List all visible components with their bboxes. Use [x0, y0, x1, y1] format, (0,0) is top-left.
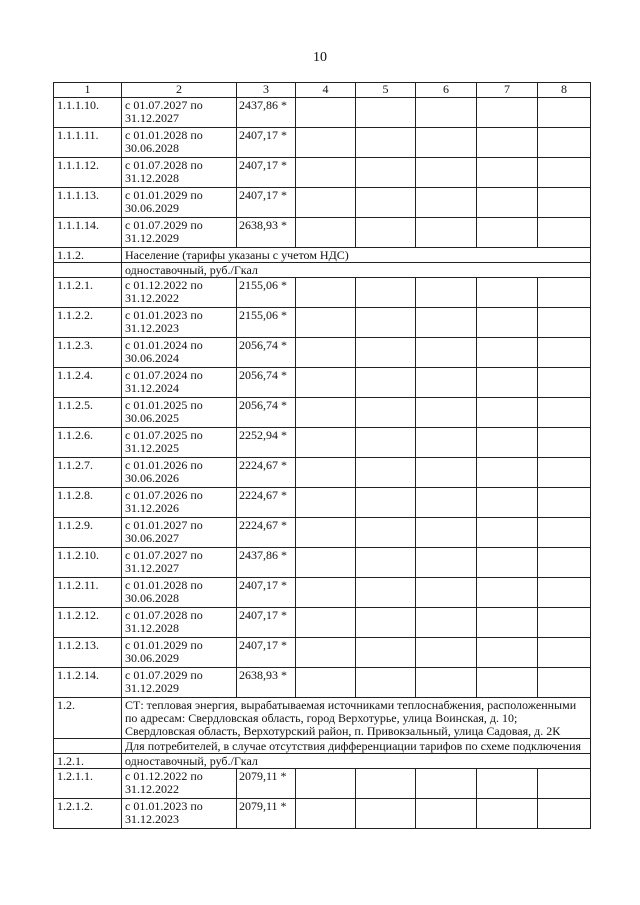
empty-cell	[538, 338, 591, 368]
period-cell: с 01.01.2024 по 30.06.2024	[122, 338, 237, 368]
period-cell: с 01.01.2027 по 30.06.2027	[122, 518, 237, 548]
table-row	[54, 398, 591, 428]
empty-cell	[356, 98, 416, 128]
header-cell: 2	[122, 83, 237, 98]
row-number-cell	[54, 739, 122, 754]
row-number-cell: 1.1.2.10.	[54, 548, 122, 578]
empty-cell	[296, 218, 356, 248]
row-number-cell: 1.2.1.2.	[54, 799, 122, 829]
empty-cell	[477, 608, 538, 638]
table-header-row	[54, 83, 591, 98]
table-row	[54, 548, 591, 578]
header-cell: 4	[296, 83, 356, 98]
table-row	[54, 739, 591, 754]
empty-cell	[356, 398, 416, 428]
empty-cell	[416, 308, 477, 338]
period-cell: с 01.07.2029 по 31.12.2029	[122, 218, 237, 248]
empty-cell	[296, 769, 356, 799]
empty-cell	[296, 608, 356, 638]
empty-cell	[296, 98, 356, 128]
row-number-cell: 1.2.1.1.	[54, 769, 122, 799]
period-cell: с 01.07.2027 по 31.12.2027	[122, 98, 237, 128]
empty-cell	[416, 458, 477, 488]
empty-cell	[416, 518, 477, 548]
row-number-cell: 1.1.1.10.	[54, 98, 122, 128]
empty-cell	[416, 98, 477, 128]
tariff-value-cell: 2407,17 *	[237, 128, 296, 158]
period-cell: с 01.07.2025 по 31.12.2025	[122, 428, 237, 458]
empty-cell	[356, 428, 416, 458]
empty-cell	[538, 98, 591, 128]
empty-cell	[296, 338, 356, 368]
empty-cell	[538, 799, 591, 829]
row-number-cell	[54, 263, 122, 278]
row-number-cell: 1.1.2.13.	[54, 638, 122, 668]
tariff-value-cell: 2079,11 *	[237, 769, 296, 799]
empty-cell	[538, 608, 591, 638]
period-cell: с 01.07.2027 по 31.12.2027	[122, 548, 237, 578]
empty-cell	[356, 799, 416, 829]
table-row	[54, 578, 591, 608]
empty-cell	[356, 488, 416, 518]
empty-cell	[538, 428, 591, 458]
tariff-value-cell: 2407,17 *	[237, 158, 296, 188]
tariff-value-cell: 2252,94 *	[237, 428, 296, 458]
empty-cell	[477, 98, 538, 128]
empty-cell	[416, 799, 477, 829]
row-number-cell: 1.1.1.14.	[54, 218, 122, 248]
empty-cell	[296, 518, 356, 548]
empty-cell	[356, 188, 416, 218]
empty-cell	[538, 218, 591, 248]
empty-cell	[416, 578, 477, 608]
row-number-cell: 1.2.	[54, 698, 122, 739]
empty-cell	[296, 428, 356, 458]
empty-cell	[477, 769, 538, 799]
table-row	[54, 188, 591, 218]
empty-cell	[538, 398, 591, 428]
empty-cell	[356, 158, 416, 188]
empty-cell	[477, 188, 538, 218]
empty-cell	[356, 518, 416, 548]
tariff-value-cell: 2155,06 *	[237, 308, 296, 338]
empty-cell	[296, 458, 356, 488]
empty-cell	[416, 668, 477, 698]
table-row	[54, 799, 591, 829]
row-number-cell: 1.1.2.12.	[54, 608, 122, 638]
row-number-cell: 1.1.2.9.	[54, 518, 122, 548]
tariff-value-cell: 2407,17 *	[237, 608, 296, 638]
empty-cell	[356, 368, 416, 398]
tariff-value-cell: 2224,67 *	[237, 458, 296, 488]
table-row	[54, 278, 591, 308]
table-row	[54, 769, 591, 799]
table-body	[54, 83, 591, 829]
empty-cell	[356, 308, 416, 338]
header-cell: 6	[416, 83, 477, 98]
row-number-cell: 1.1.1.12.	[54, 158, 122, 188]
tariff-value-cell: 2437,86 *	[237, 548, 296, 578]
row-number-cell: 1.1.1.13.	[54, 188, 122, 218]
row-number-cell: 1.1.2.1.	[54, 278, 122, 308]
empty-cell	[416, 128, 477, 158]
empty-cell	[296, 128, 356, 158]
table-row	[54, 128, 591, 158]
empty-cell	[477, 548, 538, 578]
empty-cell	[477, 458, 538, 488]
empty-cell	[477, 799, 538, 829]
empty-cell	[416, 338, 477, 368]
empty-cell	[356, 458, 416, 488]
header-cell: 8	[538, 83, 591, 98]
empty-cell	[356, 578, 416, 608]
tariff-value-cell: 2056,74 *	[237, 338, 296, 368]
table-row	[54, 263, 591, 278]
section-title-cell: Для потребителей, в случае отсутствия дифференциации тарифов по схеме подключения	[122, 739, 591, 754]
empty-cell	[356, 769, 416, 799]
section-title-cell: СТ: тепловая энергия, вырабатываемая источниками теплоснабжения, расположенными по адресам: Свердловская область, город Верхотурье, улица Воинская, д. 10; Свердловская область, Верхотурский район, п. Привокзальный, улица Садовая, д. 2К	[122, 698, 591, 739]
empty-cell	[477, 428, 538, 458]
header-cell: 1	[54, 83, 122, 98]
tariff-value-cell: 2638,93 *	[237, 218, 296, 248]
header-cell: 5	[356, 83, 416, 98]
tariff-value-cell: 2407,17 *	[237, 578, 296, 608]
empty-cell	[296, 278, 356, 308]
empty-cell	[416, 638, 477, 668]
table-row	[54, 518, 591, 548]
table-row	[54, 368, 591, 398]
empty-cell	[538, 128, 591, 158]
row-number-cell: 1.1.2.11.	[54, 578, 122, 608]
empty-cell	[538, 188, 591, 218]
empty-cell	[477, 128, 538, 158]
empty-cell	[538, 769, 591, 799]
row-number-cell: 1.1.1.11.	[54, 128, 122, 158]
empty-cell	[477, 638, 538, 668]
period-cell: с 01.07.2024 по 31.12.2024	[122, 368, 237, 398]
empty-cell	[356, 668, 416, 698]
empty-cell	[477, 398, 538, 428]
empty-cell	[477, 278, 538, 308]
table-row	[54, 698, 591, 739]
empty-cell	[356, 278, 416, 308]
table-row	[54, 158, 591, 188]
empty-cell	[477, 308, 538, 338]
period-cell: с 01.07.2028 по 31.12.2028	[122, 608, 237, 638]
table-row	[54, 668, 591, 698]
period-cell: с 01.07.2028 по 31.12.2028	[122, 158, 237, 188]
empty-cell	[538, 638, 591, 668]
empty-cell	[538, 368, 591, 398]
empty-cell	[477, 218, 538, 248]
empty-cell	[296, 548, 356, 578]
empty-cell	[296, 638, 356, 668]
period-cell: с 01.12.2022 по 31.12.2022	[122, 769, 237, 799]
row-number-cell: 1.1.2.4.	[54, 368, 122, 398]
empty-cell	[416, 548, 477, 578]
period-cell: с 01.01.2023 по 31.12.2023	[122, 799, 237, 829]
empty-cell	[296, 578, 356, 608]
empty-cell	[538, 518, 591, 548]
section-title-cell: одноставочный, руб./Гкал	[122, 263, 591, 278]
empty-cell	[538, 578, 591, 608]
empty-cell	[356, 128, 416, 158]
empty-cell	[538, 488, 591, 518]
period-cell: с 01.07.2029 по 31.12.2029	[122, 668, 237, 698]
empty-cell	[296, 668, 356, 698]
row-number-cell: 1.1.2.5.	[54, 398, 122, 428]
empty-cell	[477, 488, 538, 518]
tariff-value-cell: 2638,93 *	[237, 668, 296, 698]
table-row	[54, 458, 591, 488]
empty-cell	[538, 308, 591, 338]
tariff-value-cell: 2437,86 *	[237, 98, 296, 128]
row-number-cell: 1.2.1.	[54, 754, 122, 769]
period-cell: с 01.01.2028 по 30.06.2028	[122, 578, 237, 608]
tariff-value-cell: 2056,74 *	[237, 368, 296, 398]
empty-cell	[538, 458, 591, 488]
page-number: 10	[313, 50, 327, 65]
tariff-table	[53, 82, 591, 829]
header-cell: 7	[477, 83, 538, 98]
tariff-value-cell: 2079,11 *	[237, 799, 296, 829]
empty-cell	[416, 398, 477, 428]
tariff-value-cell: 2407,17 *	[237, 638, 296, 668]
empty-cell	[538, 158, 591, 188]
empty-cell	[416, 218, 477, 248]
row-number-cell: 1.1.2.3.	[54, 338, 122, 368]
table-row	[54, 308, 591, 338]
empty-cell	[296, 308, 356, 338]
empty-cell	[538, 278, 591, 308]
empty-cell	[416, 488, 477, 518]
period-cell: с 01.01.2029 по 30.06.2029	[122, 188, 237, 218]
period-cell: с 01.01.2023 по 31.12.2023	[122, 308, 237, 338]
table-row	[54, 608, 591, 638]
empty-cell	[416, 608, 477, 638]
row-number-cell: 1.1.2.	[54, 248, 122, 263]
empty-cell	[356, 548, 416, 578]
period-cell: с 01.07.2026 по 31.12.2026	[122, 488, 237, 518]
period-cell: с 01.01.2025 по 30.06.2025	[122, 398, 237, 428]
empty-cell	[296, 488, 356, 518]
period-cell: с 01.01.2029 по 30.06.2029	[122, 638, 237, 668]
empty-cell	[416, 188, 477, 218]
empty-cell	[416, 158, 477, 188]
row-number-cell: 1.1.2.14.	[54, 668, 122, 698]
table-row	[54, 638, 591, 668]
table-row	[54, 338, 591, 368]
table-row	[54, 754, 591, 769]
tariff-value-cell: 2224,67 *	[237, 488, 296, 518]
empty-cell	[296, 799, 356, 829]
empty-cell	[477, 518, 538, 548]
empty-cell	[416, 278, 477, 308]
row-number-cell: 1.1.2.7.	[54, 458, 122, 488]
empty-cell	[416, 769, 477, 799]
empty-cell	[296, 368, 356, 398]
empty-cell	[356, 638, 416, 668]
row-number-cell: 1.1.2.2.	[54, 308, 122, 338]
empty-cell	[416, 428, 477, 458]
row-number-cell: 1.1.2.6.	[54, 428, 122, 458]
header-cell: 3	[237, 83, 296, 98]
table-row	[54, 488, 591, 518]
empty-cell	[477, 338, 538, 368]
table-row	[54, 98, 591, 128]
empty-cell	[296, 188, 356, 218]
empty-cell	[356, 608, 416, 638]
tariff-value-cell: 2407,17 *	[237, 188, 296, 218]
empty-cell	[538, 548, 591, 578]
empty-cell	[296, 158, 356, 188]
tariff-value-cell: 2224,67 *	[237, 518, 296, 548]
empty-cell	[538, 668, 591, 698]
tariff-value-cell: 2056,74 *	[237, 398, 296, 428]
empty-cell	[356, 218, 416, 248]
tariff-value-cell: 2155,06 *	[237, 278, 296, 308]
period-cell: с 01.01.2026 по 30.06.2026	[122, 458, 237, 488]
empty-cell	[296, 398, 356, 428]
empty-cell	[416, 368, 477, 398]
period-cell: с 01.01.2028 по 30.06.2028	[122, 128, 237, 158]
empty-cell	[477, 368, 538, 398]
table-row	[54, 218, 591, 248]
row-number-cell: 1.1.2.8.	[54, 488, 122, 518]
section-title-cell: Население (тарифы указаны с учетом НДС)	[122, 248, 591, 263]
table-row	[54, 428, 591, 458]
table-row	[54, 248, 591, 263]
empty-cell	[477, 668, 538, 698]
empty-cell	[356, 338, 416, 368]
empty-cell	[477, 578, 538, 608]
empty-cell	[477, 158, 538, 188]
period-cell: с 01.12.2022 по 31.12.2022	[122, 278, 237, 308]
section-title-cell: одноставочный, руб./Гкал	[122, 754, 591, 769]
